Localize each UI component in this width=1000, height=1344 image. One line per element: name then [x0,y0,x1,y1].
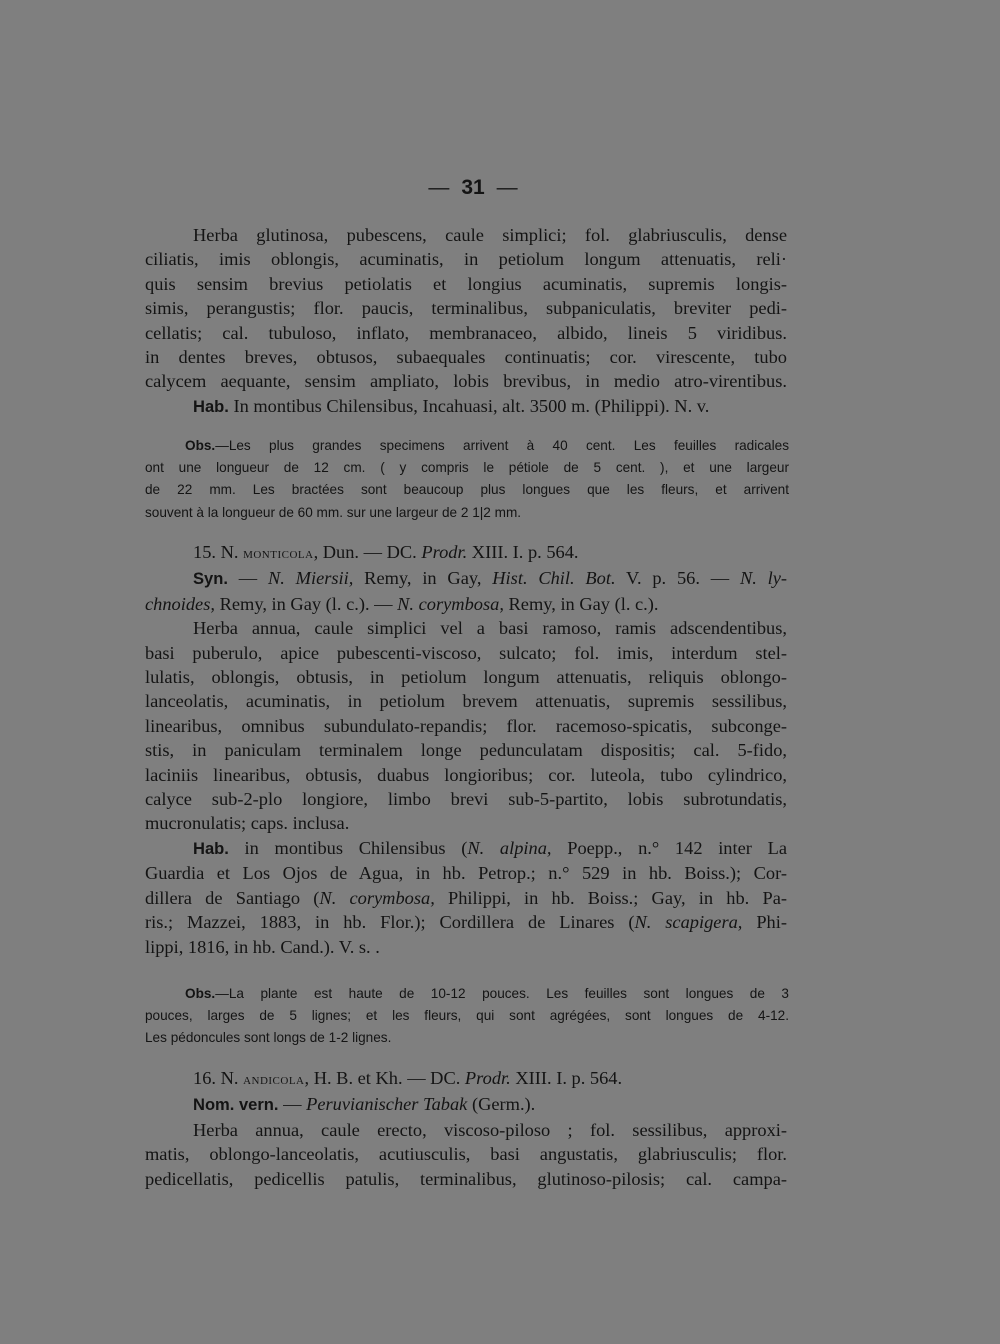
species-15-entry [145,540,787,959]
habitat-line: ris.; Mazzei, 1883, in hb. Flor.); Cordillera de Linares (N. scapigera, Phi- [145,912,787,933]
text-line: Herba annua, caule simplici vel a basi ramoso, ramis adscendentibus, [193,618,787,639]
habitat-line: Hab. In montibus Chilensibus, Incahuasi, alt. 3500 m. (Philippi). N. v. [193,395,710,416]
vernacular-name-line: Nom. vern. — Peruvianischer Tabak (Germ.). [193,1094,536,1115]
synonymy-line: chnoides, Remy, in Gay (l. c.). — N. corymbosa, Remy, in Gay (l. c.). [145,593,659,614]
text-line: cellatis; cal. tubuloso, inflato, membranaceo, albido, lineis 5 viridibus. [145,322,787,343]
text-line: quis sensim brevius petiolatis et longius acuminatis, supremis longis- [145,273,787,294]
text-line: lulatis, oblongis, obtusis, in petiolum longum attenuatis, reliquis oblongo- [145,667,787,688]
observation-note-1 [145,435,789,524]
text-line: Herba glutinosa, pubescens, caule simplici; fol. glabriusculis, dense [193,225,787,245]
text-line: ciliatis, imis oblongis, acuminatis, in petiolum longum attenuatis, reli· [145,249,787,270]
text-line: ont une longueur de 12 cm. ( y compris le pétiole de 5 cent. ), et une largeur [145,460,789,476]
text-line: souvent à la longueur de 60 mm. sur une largeur de 2 1|2 mm. [145,504,522,520]
text-line: in dentes breves, obtusos, subaequales continuatis; cor. virescente, tubo [145,347,787,368]
page-number: — 31 — [428,176,518,199]
description-paragraph-1 [145,223,787,419]
species-heading: 16. N. andicola, H. B. et Kh. — DC. Prodr. XIII. I. p. 564. [193,1068,623,1088]
text-line: Obs.—La plante est haute de 10-12 pouces. Les feuilles sont longues de 3 [185,986,789,1001]
habitat-line: lippi, 1816, in hb. Cand.). V. s. . [145,936,380,957]
observation-note-2 [145,983,789,1050]
text-line: laciniis linearibus, obtusis, duabus longioribus; cor. luteola, tubo cylindrico, [145,764,787,785]
habitat-line: Guardia et Los Ojos de Agua, in hb. Petrop.; n.° 529 in hb. Boiss.); Cor- [145,863,787,884]
text-line: calyce sub-2-plo longiore, limbo brevi sub-5-partito, lobis subrotundatis, [145,789,787,810]
synonymy-line: Syn. — N. Miersii, Remy, in Gay, Hist. Chil. Bot. V. p. 56. — N. ly- [193,568,788,589]
text-line: lanceolatis, acuminatis, in petiolum brevem attenuatis, supremis sessilibus, [145,691,787,712]
species-16-entry [145,1066,787,1191]
text-line: Obs.—Les plus grandes specimens arrivent à 40 cent. Les feuilles radicales [185,438,789,453]
text-line: calycem aequante, sensim ampliato, lobis brevibus, in medio atro-virentibus. [145,371,787,392]
text-line: linearibus, omnibus subundulato-repandis; flor. racemoso-spicatis, subconge- [145,715,787,736]
text-line: pedicellatis, pedicellis patulis, terminalibus, glutinoso-pilosis; cal. campa- [145,1168,787,1189]
text-line: simis, perangustis; flor. paucis, terminalibus, subpaniculatis, breviter pedi- [145,298,787,319]
text-line: pouces, larges de 5 lignes; et les fleurs, qui sont agrégées, sont longues de 4-12. [145,1008,789,1024]
habitat-line: Hab. in montibus Chilensibus (N. alpina, Poepp., n.° 142 inter La [193,837,787,858]
species-heading: 15. N. monticola, Dun. — DC. Prodr. XIII. I. p. 564. [193,542,579,562]
habitat-line: dillera de Santiago (N. corymbosa, Philippi, in hb. Boiss.; Gay, in hb. Pa- [145,887,787,908]
text-line: Les pédoncules sont longs de 1-2 lignes. [145,1030,392,1046]
text-line: mucronulatis; caps. inclusa. [145,813,350,834]
text-line: Herba annua, caule erecto, viscoso-piloso ; fol. sessilibus, approxi- [193,1119,787,1140]
text-line: de 22 mm. Les bractées sont beaucoup plus longues que les fleurs, et arrivent [145,482,789,498]
text-line: matis, oblongo-lanceolatis, acutiusculis, basi angustatis, glabriusculis; flor. [145,1144,787,1165]
text-line: basi puberulo, apice pubescenti-viscoso, sulcato; fol. imis, interdum stel- [145,642,787,663]
text-line: stis, in paniculam terminalem longe pedunculatam dispositis; cal. 5-fido, [145,740,787,761]
